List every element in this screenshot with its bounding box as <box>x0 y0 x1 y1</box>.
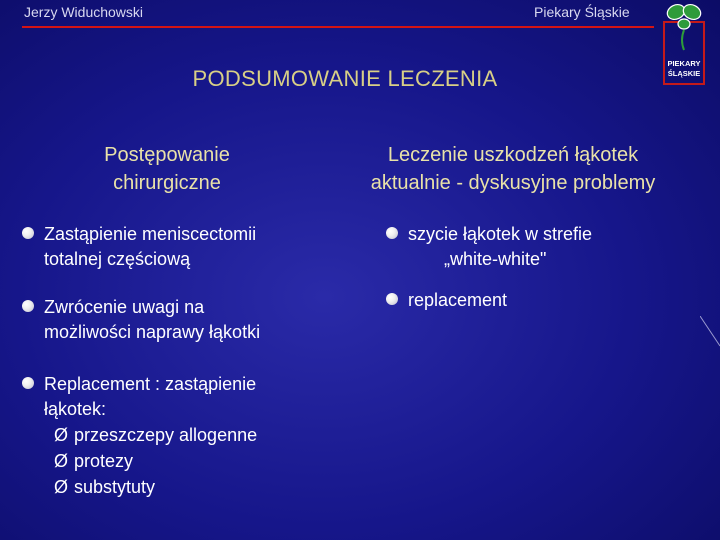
right-heading-line1: Leczenie uszkodzeń łąkotek <box>387 144 639 166</box>
bullet-dot-icon <box>22 377 34 389</box>
arrow-bullet-icon: Ø <box>54 451 69 471</box>
right-column-heading <box>338 141 688 197</box>
author-name: Jerzy Widuchowski <box>24 4 144 20</box>
bullet-dot-icon <box>22 227 34 239</box>
right-bullet-1-line1: szycie łąkotek w strefie <box>408 224 593 244</box>
left-bullet-1-line1: Zastąpienie meniscectomii <box>44 224 257 244</box>
left-bullet-2-line2: możliwości naprawy łąkotki <box>44 322 261 342</box>
subitem-2-text: protezy <box>74 451 134 471</box>
left-heading-line2: chirurgiczne <box>113 172 221 194</box>
right-bullet-2-line1: replacement <box>408 290 508 310</box>
arrow-bullet-icon: Ø <box>54 425 69 445</box>
right-heading-line2: aktualnie - dyskusyjne problemy <box>370 172 656 194</box>
location-name: Piekary Śląskie <box>534 4 630 20</box>
page-title: PODSUMOWANIE LECZENIA <box>192 66 498 91</box>
left-bullet-3-line2: łąkotek: <box>44 399 107 419</box>
subitem-3-text: substytuty <box>74 477 156 497</box>
subitem-1 <box>54 422 257 448</box>
arrow-bullet-icon: Ø <box>54 477 69 497</box>
header-divider <box>22 26 654 28</box>
left-bullet-2-line1: Zwrócenie uwagi na <box>44 297 205 317</box>
corner-decoration <box>700 316 720 356</box>
bullet-dot-icon <box>386 293 398 305</box>
right-bullet-1-line2: „white-white" <box>444 249 547 269</box>
left-heading-line1: Postępowanie <box>104 144 230 166</box>
subitem-2 <box>54 448 133 474</box>
left-bullet-1-line2: totalnej częściową <box>44 249 191 269</box>
left-column-heading <box>62 141 272 197</box>
logo-text-1: PIEKARY <box>667 59 701 68</box>
left-bullet-3-line1: Replacement : zastąpienie <box>44 374 257 394</box>
logo-text-2: ŚLĄSKIE <box>667 69 701 78</box>
subitem-1-text: przeszczepy allogenne <box>74 425 258 445</box>
bullet-dot-icon <box>386 227 398 239</box>
subitem-3 <box>54 474 155 500</box>
bullet-dot-icon <box>22 300 34 312</box>
leaf-icon <box>665 2 703 50</box>
